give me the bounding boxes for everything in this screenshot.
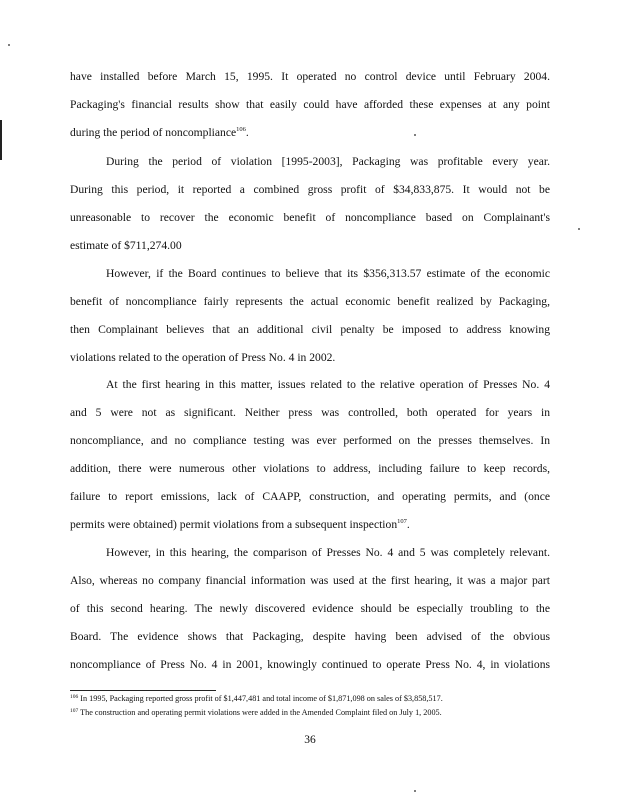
paragraph-2-line-3: unreasonable to recover the economic benefit of noncompliance based on Complainant's — [70, 211, 550, 224]
paragraph-4-line-2: and 5 were not as significant. Neither press was controlled, both operated for years in — [70, 406, 550, 419]
paragraph-2-line-1: During the period of violation [1995-2003], Packaging was profitable every year. — [106, 155, 550, 168]
paragraph-1-last-line: during the period of noncompliance — [70, 126, 237, 139]
footnote-107 — [70, 708, 550, 718]
paragraph-4-line-1: At the first hearing in this matter, issues related to the relative operation of Presses No. 4 — [106, 378, 550, 391]
paragraph-5-line-5: noncompliance of Press No. 4 in 2001, knowingly continued to operate Press No. 4, in violations — [70, 658, 550, 671]
footnote-ref-107: 107 — [397, 518, 407, 525]
scan-speck — [414, 790, 416, 792]
footnote-number: 106 — [70, 694, 79, 700]
paragraph-3-line-3: then Complainant believes that an additional civil penalty be imposed to address knowing — [70, 323, 550, 336]
footnote-ref-106: 106 — [236, 126, 246, 133]
paragraph-4-end-punct: . — [406, 518, 410, 531]
paragraph-2-line-4: estimate of $711,274.00 — [70, 239, 182, 252]
paragraph-2-line-2: During this period, it reported a combined gross profit of $34,833,875. It would not be — [70, 183, 550, 196]
paragraph-4-line-4: addition, there were numerous other violations to address, including failure to keep records, — [70, 462, 550, 475]
paragraph-4-line-6 — [70, 518, 550, 532]
footnote-106 — [70, 694, 550, 704]
scan-speck — [8, 44, 10, 46]
footnote-text: In 1995, Packaging reported gross profit of $1,447,481 and total income of $1,871,098 on sales of $3,858,517. — [78, 694, 443, 703]
footnote-separator — [70, 690, 216, 691]
paragraph-5-line-3: of this second hearing. The newly discovered evidence should be especially troubling to the — [70, 602, 550, 615]
paragraph-1-line-2: Packaging's financial results show that easily could have afforded these expenses at any point — [70, 98, 550, 111]
paragraph-4-line-3: noncompliance, and no compliance testing was ever performed on the presses themselves. In — [70, 434, 550, 447]
paragraph-5-line-4: Board. The evidence shows that Packaging, despite having been advised of the obvious — [70, 630, 550, 643]
paragraph-1-end-punct: . — [245, 126, 249, 139]
scan-speck — [578, 228, 580, 230]
scan-edge-mark — [0, 120, 2, 160]
page-number: 36 — [304, 734, 316, 746]
paragraph-1-line-1: have installed before March 15, 1995. It operated no control device until February 2004. — [70, 70, 550, 83]
footnote-number: 107 — [70, 708, 79, 714]
paragraph-4-line-5: failure to report emissions, lack of CAAPP, construction, and operating permits, and (once — [70, 490, 550, 503]
paragraph-3-line-2: benefit of noncompliance fairly represents the actual economic benefit realized by Packaging, — [70, 295, 550, 308]
paragraph-3-line-1: However, if the Board continues to believe that its $356,313.57 estimate of the economic — [106, 267, 550, 280]
paragraph-1-line-3 — [70, 126, 550, 140]
footnote-text: The construction and operating permit violations were added in the Amended Complaint filed on July 1, 2005. — [78, 708, 442, 717]
paragraph-5-line-2: Also, whereas no company financial information was used at the first hearing, it was a major part — [70, 574, 550, 587]
paragraph-4-last-line: permits were obtained) permit violations from a subsequent inspection — [70, 518, 398, 531]
paragraph-3-line-4: violations related to the operation of Press No. 4 in 2002. — [70, 351, 336, 364]
paragraph-5-line-1: However, in this hearing, the comparison of Presses No. 4 and 5 was completely relevant. — [106, 546, 550, 559]
